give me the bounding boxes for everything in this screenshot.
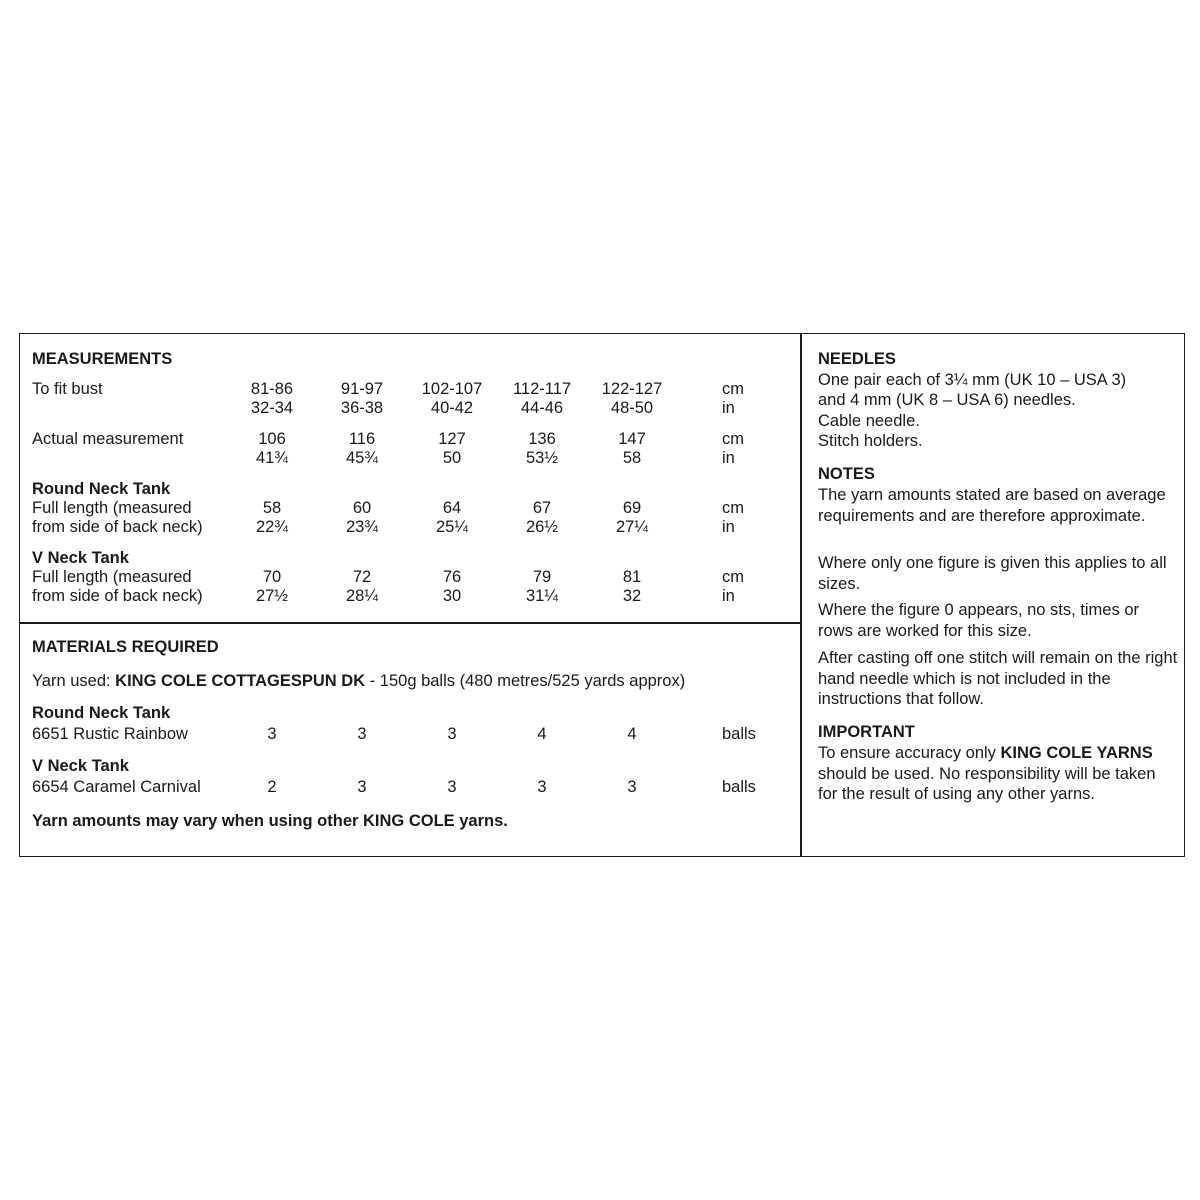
v-full-length-line1: Full length (measured <box>32 568 192 586</box>
round-shade: 6651 Rustic Rainbow <box>32 725 188 743</box>
size-value-cell: 102-107 <box>421 380 483 398</box>
size-value-cell: 4 <box>627 725 637 743</box>
size-value-cell: 41¾ <box>255 449 289 467</box>
yarn-used-prefix: Yarn used: <box>32 672 116 690</box>
notes-paragraph-3: Where the figure 0 appears, no sts, times or rows are worked for this size. <box>818 601 1139 640</box>
size-value-cell: 79 <box>532 568 552 586</box>
yarn-name: KING COLE COTTAGESPUN DK <box>115 672 366 690</box>
size-value-cell: 28¼ <box>345 587 379 605</box>
size-value-cell: 44-46 <box>520 399 564 417</box>
size-value-cell: 81-86 <box>250 380 294 398</box>
size-value-cell: 136 <box>528 430 556 448</box>
size-value-cell: 81 <box>622 568 642 586</box>
unit-label: cm <box>722 499 744 517</box>
v-full-length-line2: from side of back neck) <box>32 587 203 605</box>
v-neck-measure-title: V Neck Tank <box>32 549 129 567</box>
size-value-cell: 147 <box>618 430 646 448</box>
size-value-cell: 91-97 <box>340 380 384 398</box>
size-value-cell: 70 <box>262 568 282 586</box>
notes-paragraph-1: The yarn amounts stated are based on average requirements and are therefore approximate. <box>818 486 1166 525</box>
actual-measurement-label: Actual measurement <box>32 430 184 448</box>
unit-label: in <box>722 587 735 605</box>
needles-heading: NEEDLES <box>818 350 896 368</box>
size-value-cell: 4 <box>537 725 547 743</box>
needles-line4: Stitch holders. <box>818 432 923 450</box>
size-value-cell: 50 <box>442 449 462 467</box>
size-value-cell: 32-34 <box>250 399 294 417</box>
yarn-amount-note: Yarn amounts may vary when using other KING COLE yarns. <box>32 812 508 830</box>
important-prefix: To ensure accuracy only <box>818 744 1001 762</box>
yarn-used-suffix: - 150g balls (480 metres/525 yards approx) <box>365 672 686 690</box>
size-value-cell: 3 <box>447 778 457 796</box>
size-value-cell: 3 <box>267 725 277 743</box>
size-value-cell: 122-127 <box>601 380 663 398</box>
notes-paragraph-2: Where only one figure is given this applies to all sizes. <box>818 554 1167 593</box>
column-divider <box>800 333 802 857</box>
size-value-cell: 3 <box>537 778 547 796</box>
size-value-cell: 76 <box>442 568 462 586</box>
size-value-cell: 30 <box>442 587 462 605</box>
size-value-cell: 58 <box>262 499 282 517</box>
needles-line3: Cable needle. <box>818 412 920 430</box>
important-suffix: should be used. No responsibility will be taken for the result of using any other yarns. <box>818 764 1156 803</box>
round-neck-materials-title: Round Neck Tank <box>32 704 171 722</box>
size-value-cell: 2 <box>267 778 277 796</box>
size-value-cell: 3 <box>447 725 457 743</box>
size-value-cell: 3 <box>627 778 637 796</box>
needles-line1: One pair each of 3¼ mm (UK 10 – USA 3) <box>818 371 1127 389</box>
yarn-used-line <box>32 672 685 691</box>
size-value-cell: 60 <box>352 499 372 517</box>
unit-label: balls <box>722 725 756 743</box>
size-value-cell: 45¾ <box>345 449 379 467</box>
size-value-cell: 64 <box>442 499 462 517</box>
round-neck-measure-title: Round Neck Tank <box>32 480 171 498</box>
size-value-cell: 27½ <box>255 587 289 605</box>
v-shade: 6654 Caramel Carnival <box>32 778 201 796</box>
round-full-length-line2: from side of back neck) <box>32 518 203 536</box>
unit-label: in <box>722 449 735 467</box>
v-neck-materials-title: V Neck Tank <box>32 757 129 775</box>
size-value-cell: 32 <box>622 587 642 605</box>
unit-label: cm <box>722 380 744 398</box>
materials-heading: MATERIALS REQUIRED <box>32 638 219 656</box>
size-value-cell: 48-50 <box>610 399 654 417</box>
size-value-cell: 58 <box>622 449 642 467</box>
to-fit-bust-label: To fit bust <box>32 380 103 398</box>
size-value-cell: 31¼ <box>525 587 559 605</box>
unit-label: in <box>722 399 735 417</box>
unit-label: cm <box>722 430 744 448</box>
size-value-cell: 127 <box>438 430 466 448</box>
measurements-heading: MEASUREMENTS <box>32 350 173 368</box>
unit-label: balls <box>722 778 756 796</box>
size-value-cell: 106 <box>258 430 286 448</box>
notes-paragraph-4: After casting off one stitch will remain on the right hand needle which is not included in the instructions that follow. <box>818 649 1178 708</box>
size-value-cell: 23¾ <box>345 518 379 536</box>
size-value-cell: 116 <box>348 430 376 448</box>
needles-line2: and 4 mm (UK 8 – USA 6) needles. <box>818 391 1076 409</box>
unit-label: cm <box>722 568 744 586</box>
size-value-cell: 72 <box>352 568 372 586</box>
notes-heading: NOTES <box>818 465 875 483</box>
important-paragraph <box>818 743 1178 805</box>
size-value-cell: 69 <box>622 499 642 517</box>
size-value-cell: 67 <box>532 499 552 517</box>
round-full-length-line1: Full length (measured <box>32 499 192 517</box>
important-brand: KING COLE YARNS <box>1000 744 1153 762</box>
important-heading: IMPORTANT <box>818 723 915 741</box>
size-value-cell: 25¼ <box>435 518 469 536</box>
size-value-cell: 3 <box>357 725 367 743</box>
size-value-cell: 40-42 <box>430 399 474 417</box>
size-value-cell: 27¼ <box>615 518 649 536</box>
size-value-cell: 26½ <box>525 518 559 536</box>
unit-label: in <box>722 518 735 536</box>
size-value-cell: 53½ <box>525 449 559 467</box>
size-value-cell: 36-38 <box>340 399 384 417</box>
section-divider <box>19 622 801 624</box>
size-value-cell: 3 <box>357 778 367 796</box>
size-value-cell: 22¾ <box>255 518 289 536</box>
size-value-cell: 112-117 <box>512 380 572 398</box>
